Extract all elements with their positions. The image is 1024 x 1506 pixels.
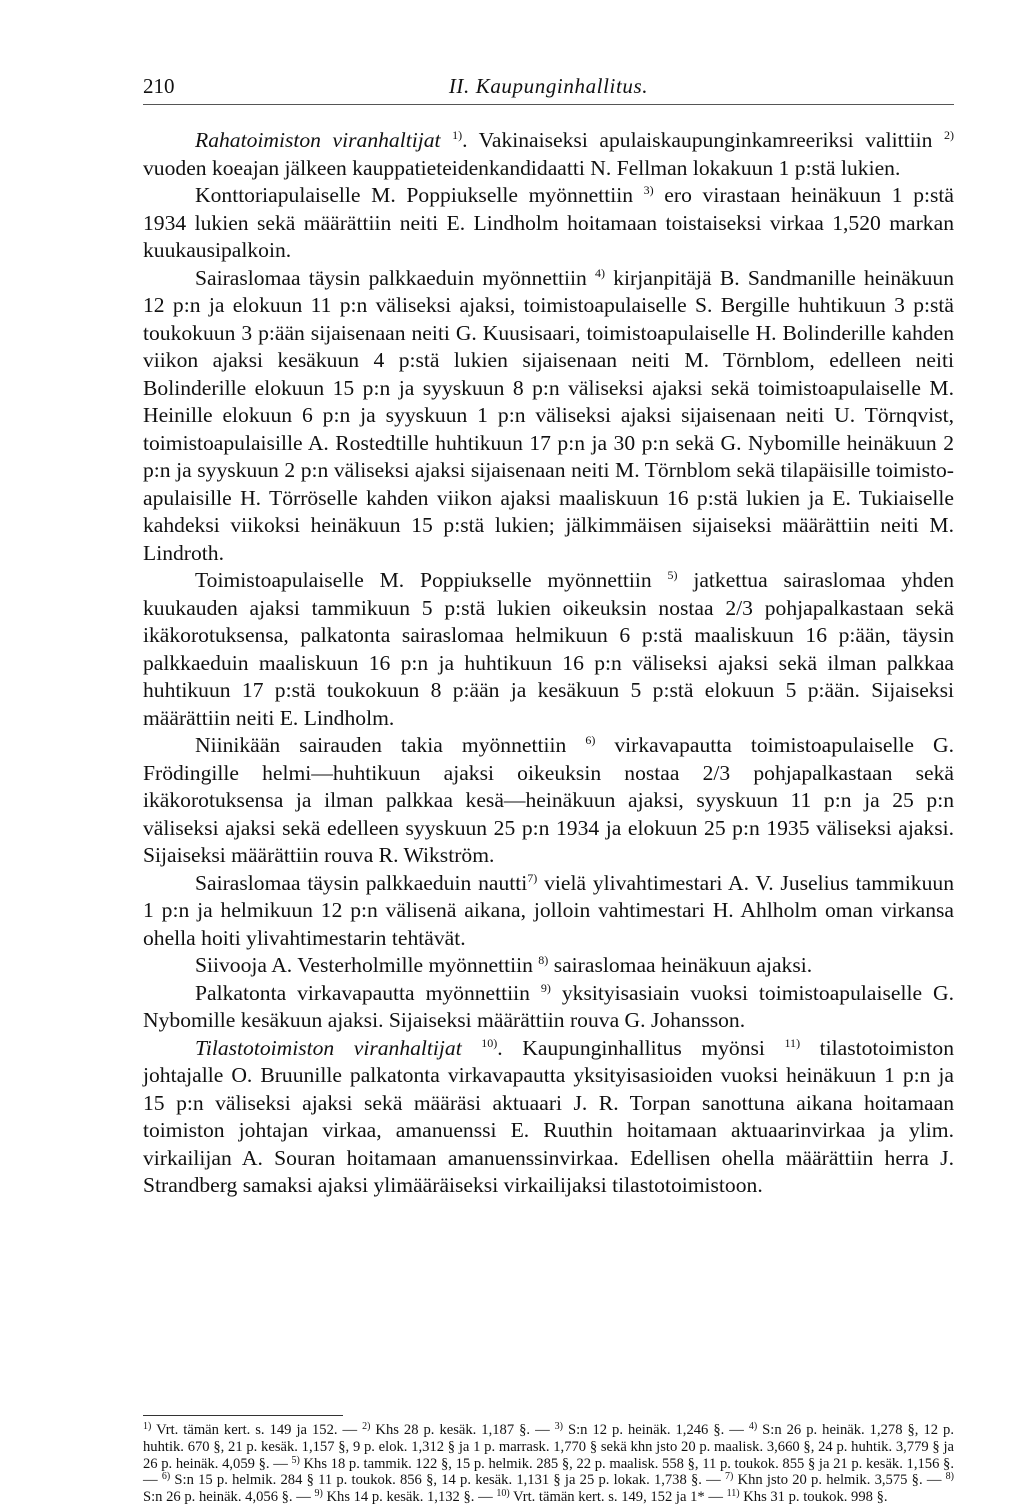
footnote-ref: 10): [481, 1035, 498, 1050]
footnote-text: $^{1)}$ Vrt. tämän kert. s. 149 ja 152. — $^{2)}$ Khs 28 p. kesäk. 1,187 §. — $^{3)}$ S:n 12 p. heinäk. 1,246 §. — $^{4)}$ S:n 26 p. heinäk. 1,278 §, 12 p. huhtik. 670 §, 21 p. kesäk. 1,157 §, 9 p. elok. 1,312 § ja 1 p. marrask. 1,770 § sekä khn jsto 20 p. maalisk. 3,660 §, 24 p. huhtik. 3,779 § ja 26 p. heinäk. 4,059 §. — $^{5)}$ Khs 18 p. tammik. 122 §, 15 p. helmik. 285 §, 22 p. maalisk. 558 §, 11 p. toukok. 855 § ja 21 p. kesäk. 1,156 §. — $^{6)}$ S:n 15 p. helmik. 284 § 11 p. toukok. 856 §, 14 p. kesäk. 1,131 § ja 25 p. lokak. 1,738 §. — $^{7)}$ Khn jsto 20 p. helmik. 3,575 §. — $^{8)}$ S:n 26 p. heinäk. 4,056 §. — $^{9)}$ Khs 14 p. kesäk. 1,132 §. — $^{10)}$ Vrt. tämän kert. s. 149, 152 ja 1* — $^{11)}$ Khs 31 p. toukok. 998 §.: [143, 1421, 954, 1506]
body-text: [143, 127, 954, 1200]
fraction: 2/3: [725, 595, 753, 620]
paragraph-froding: Niinikään sairauden takia myönnettiin $^{6)}$ virkavapautta toimistoapulaiselle G. Frödingille helmi—huhtikuun ajaksi oikeuksin nostaa 2/3 pohjapalkastaan sekä ikäkorotuksensa ja ilman palkkaa kesä—heinäkuun ajaksi, syyskuun 11 p:n ja 25 p:n väliseksi ajaksi sekä edelleen syyskuun 25 p:n 1934 ja elokuun 25 p:n 1935 väliseksi ajaksi. Sijaiseksi määrättiin rouva R. Wikström.: [143, 733, 954, 867]
paragraph-tilastotoimisto: Tilastotoimiston viranhaltijat $^{10)}$. Kaupunginhallitus myönsi $^{11)}$ tilastotoimiston johtajalle O. Bruunille palkatonta virkavapautta yksityisasioiden vuoksi heinäkuun 1 p:n ja 15 p:n väliseksi ajaksi sekä määräsi aktuaari J. R. Torpan sanottuna aikana hoitamaan toimiston johtajan virkaa, amanuenssi E. Ruuthin hoitamaan aktuaarinvirkaa ja ylim. virkailijan A. Souran hoitamaan amanuenssinvirkaa. Edellisen ohella määrättiin herra J. Strandberg samaksi ajaksi ylimääräiseksi virkailijaksi tilastotoimistoon.: [143, 1035, 954, 1197]
header-rule: [143, 104, 954, 105]
page-number: 210: [143, 74, 175, 98]
footnote-ref: 9): [540, 980, 551, 995]
paragraph-konttoriapulainen: Konttoriapulaiselle M. Poppiukselle myönnettiin $^{3)}$ ero virastaan heinäkuun 1 p:stä 1934 lukien sekä määrättiin neiti E. Lindholm hoitamaan toistaiseksi virkaa 1,520 markan kuukausipalkoin.: [143, 183, 954, 262]
section-heading-tilastotoimisto: Tilastotoimiston viranhaltijat: [195, 1035, 462, 1060]
footnote-ref: 5): [667, 568, 678, 582]
paragraph-vesterholm: Siivooja A. Vesterholmille myönnettiin $^{8)}$ sairaslomaa heinäkuun ajaksi.: [195, 953, 813, 977]
footnote-ref: 2): [943, 128, 954, 142]
paragraph-sairaslomaa: Sairaslomaa täysin palkkaeduin myönnettiin $^{4)}$ kirjanpitäjä B. Sandmanille heinäkuun 12 p:n ja elokuun 11 p:n väliseksi ajaksi, toimistoapulaiselle S. Bergille huhtikuun 3 p:stä toukokuun 3 p:ään sijaisenaan neiti G. Kuusisaari, toimistoapulaiselle H. Bolinderille kahden viikon ajaksi kesäkuun 4 p:stä lukien sijaisenaan neiti M. Törnblom, edelleen neiti Bolinderille elokuun 15 p:n ja syyskuun 8 p:n väliseksi ajaksi sekä toimistoapulaiselle M. Heinille elokuun 6 p:n ja syyskuun 1 p:n väliseksi ajaksi sijaisenaan neiti U. Törnqvist, toimistoapulaisille A. Rostedtille huhtikuun 17 p:n ja 30 p:n sekä G. Nybomille heinäkuun 2 p:n ja syyskuun 2 p:n väliseksi ajaksi sijaisenaan neiti M. Törnblom sekä tilapäisille toimisto-apulaisille H. Törröselle kahden viikon ajaksi maaliskuun 16 p:stä lukien ja E. Tukiaiselle kahdeksi viikoksi heinäkuun 15 p:stä lukien; jälkimmäisen sijaiseksi määrättiin neiti M. Lindroth.: [143, 265, 954, 565]
footnote-ref: 1): [452, 128, 463, 142]
footnote-ref: 7): [527, 870, 538, 885]
page-header: [143, 74, 954, 104]
fraction: 2/3: [702, 760, 731, 785]
footnote-ref: 4): [595, 265, 605, 280]
footnote-ref: 8): [538, 953, 549, 967]
footnotes: [143, 1422, 954, 1506]
footnote-ref: 6): [585, 733, 596, 747]
paragraph-rahatoimisto: Rahatoimiston viranhaltijat $^{1)}$. Vakinaiseksi apulaiskaupunginkamreeriksi valittiin $^{2)}$ vuoden koeajan jälkeen kauppatieteidenkandidaatti N. Fellman lokakuun 1 p:stä lukien.: [143, 128, 954, 180]
section-heading-rahatoimisto: Rahatoimiston viranhaltijat: [195, 128, 441, 152]
paragraph-poppius: Toimistoapulaiselle M. Poppiukselle myönnettiin $^{5)}$ jatkettua sairaslomaa yhden kuukauden ajaksi tammikuun 5 p:stä lukien oikeuksin nostaa 2/3 pohjapalkastaan sekä ikäkorotuksensa, palkatonta sairaslomaa helmikuun 6 p:stä maaliskuun 16 p:ään, täysin palkkaeduin maaliskuun 16 p:n ja huhtikuun 16 p:n väliseksi ajaksi sekä ilman palkkaa huhtikuun 17 p:stä toukokuun 8 p:ään ja kesäkuun 5 p:stä elokuun 5 p:ään. Sijaiseksi määrättiin neiti E. Lindholm.: [143, 568, 954, 730]
footnote-rule: [143, 1415, 343, 1416]
footnote-ref: 3): [643, 183, 654, 197]
paragraph-juselius: Sairaslomaa täysin palkkaeduin nautti$^{7)}$ vielä ylivahtimestari A. V. Juselius tammikuun 1 p:n ja helmikuun 12 p:n välisenä aikana, jolloin vahtimestari H. Ahlholm oman virkansa ohella hoiti ylivahtimestarin tehtävät.: [143, 870, 954, 950]
running-title: II. Kaupunginhallitus.: [448, 74, 649, 98]
paragraph-nybom: Palkatonta virkavapautta myönnettiin $^{9)}$ yksityisasiain vuoksi toimistoapulaiselle G. Nybomille kesäkuun ajaksi. Sijaiseksi määrättiin rouva G. Johansson.: [143, 980, 954, 1032]
footnote-ref: 11): [784, 1035, 801, 1050]
